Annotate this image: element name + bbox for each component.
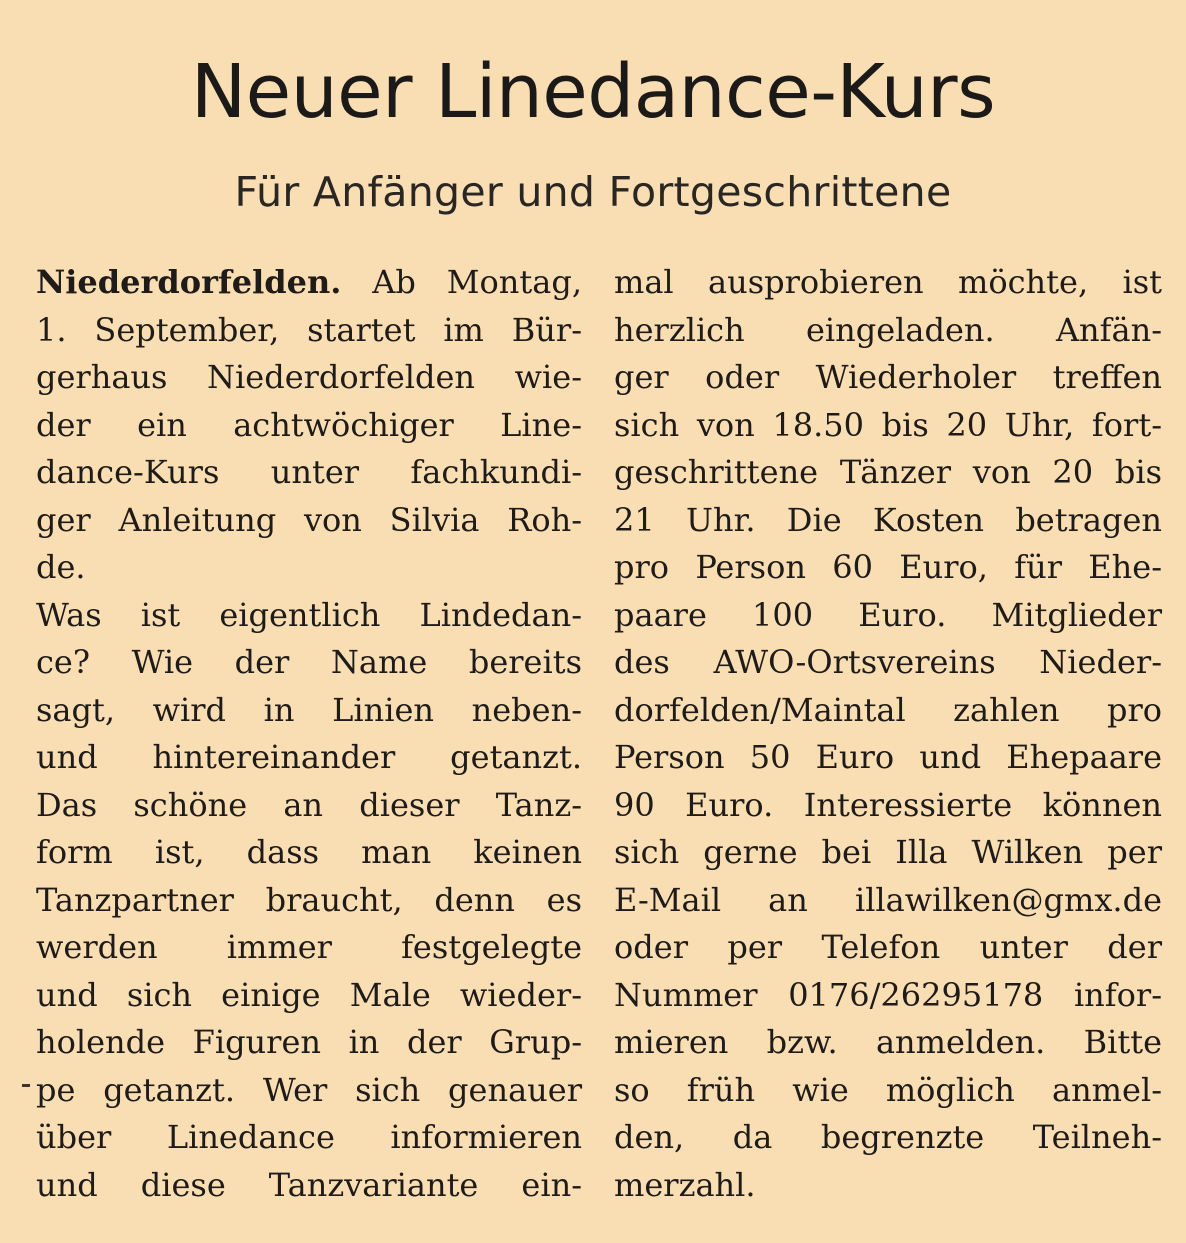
article-line: und diese Tanzvariante ein- [36, 1165, 582, 1204]
article-line: Nummer 0176/26295178 infor- [614, 975, 1162, 1014]
article-line: pe getanzt. Wer sich genauer [36, 1070, 582, 1109]
article-subheadline: Für Anfänger und Fortgeschrittene [234, 168, 952, 216]
article-line: mal ausprobieren möchte, ist [614, 263, 1162, 301]
article-line: 21 Uhr. Die Kosten betragen [614, 500, 1162, 539]
article-line: und sich einige Male wieder- [36, 975, 582, 1014]
article-line: Person 50 Euro und Ehepaare [614, 738, 1162, 776]
article-line: ger oder Wiederholer treffen [614, 358, 1162, 396]
article-line: über Linedance informieren [36, 1118, 582, 1156]
article-line: den, da begrenzte Teilneh- [614, 1118, 1162, 1156]
article-line: 90 Euro. Interessierte können [614, 785, 1162, 824]
article-line: sagt, wird in Linien neben- [36, 690, 582, 729]
article-line: und hintereinander getanzt. [36, 738, 582, 776]
article-dateline: Niederdorfelden. [36, 263, 342, 301]
margin-dash-mark [22, 1084, 30, 1087]
article-line: oder per Telefon unter der [614, 928, 1162, 966]
article-line: geschrittene Tänzer von 20 bis [614, 453, 1162, 491]
article-line: herzlich eingeladen. Anfän- [614, 310, 1162, 349]
article-line: Tanzpartner braucht, denn es [36, 880, 582, 919]
article-headline: Neuer Linedance-Kurs [190, 49, 996, 135]
article-line: E-Mail an illawilken@gmx.de [614, 880, 1162, 919]
article-line: pro Person 60 Euro, für Ehe- [614, 548, 1162, 586]
article-line: ger Anleitung von Silvia Roh- [36, 500, 582, 539]
article-line: form ist, dass man keinen [36, 833, 582, 871]
article-line: de. [36, 548, 86, 586]
article-line: des AWO-Ortsvereins Nieder- [614, 643, 1162, 681]
article-line: dorfelden/Maintal zahlen pro [614, 690, 1162, 729]
article-line: ce? Wie der Name bereits [36, 643, 582, 681]
article-line: sich von 18.50 bis 20 Uhr, fort- [614, 405, 1162, 444]
article-line: mieren bzw. anmelden. Bitte [614, 1023, 1162, 1061]
article-column-right [614, 259, 1162, 1209]
article-line: sich gerne bei Illa Wilken per [614, 833, 1162, 871]
article-line: 1. September, startet im Bür- [36, 310, 582, 349]
article-line: paare 100 Euro. Mitglieder [614, 595, 1162, 634]
article-line: der ein achtwöchiger Line- [36, 405, 582, 444]
article-line: dance-Kurs unter fachkundi- [36, 453, 582, 491]
article-column-left [36, 259, 582, 1209]
article-line: gerhaus Niederdorfelden wie- [36, 358, 582, 396]
article-line: Das schöne an dieser Tanz- [36, 785, 582, 824]
article-line: holende Figuren in der Grup- [36, 1023, 582, 1061]
article-line: werden immer festgelegte [36, 928, 582, 966]
article-line [36, 259, 582, 307]
article-line: Was ist eigentlich Lindedan- [36, 595, 582, 634]
article-line: merzahl. [614, 1165, 756, 1204]
article-line-text: Ab Montag, [341, 263, 582, 301]
article-line: so früh wie möglich anmel- [614, 1070, 1162, 1109]
